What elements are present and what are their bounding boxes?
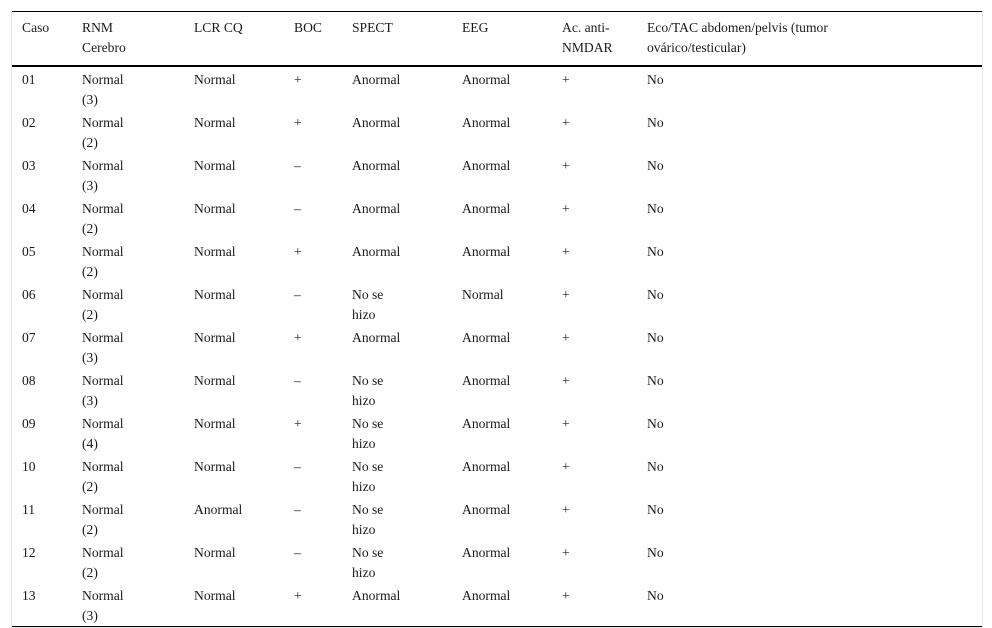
cell-caso-text: 13 — [22, 588, 36, 603]
cell-spect-text: Anormal — [352, 158, 401, 173]
cell-rnm-cerebro-text: (2) — [82, 264, 98, 279]
cell-eco-tac-text: No — [647, 201, 664, 216]
table-header-row — [12, 12, 982, 67]
cell-rnm-cerebro — [82, 411, 194, 454]
cell-caso-text: 03 — [22, 158, 36, 173]
cell-eeg — [462, 411, 562, 454]
cell-caso-text: 04 — [22, 201, 36, 216]
cell-boc-text: + — [294, 244, 302, 259]
cell-eco-tac-text: No — [647, 287, 664, 302]
header-caso-line: Caso — [22, 20, 50, 35]
cell-eeg-text: Anormal — [462, 330, 511, 345]
cell-eeg — [462, 325, 562, 368]
cell-rnm-cerebro-text: (2) — [82, 307, 98, 322]
cell-caso-text: 11 — [22, 502, 36, 517]
cell-boc — [294, 368, 352, 411]
cell-eeg-text: Anormal — [462, 545, 511, 560]
cell-ac-anti-nmdar-text: + — [562, 545, 570, 560]
cell-caso-text: 09 — [22, 416, 36, 431]
cell-ac-anti-nmdar-text: + — [562, 459, 570, 474]
cell-lcr-cq-text: Normal — [194, 158, 236, 173]
cell-lcr-cq-text: Normal — [194, 330, 236, 345]
cell-ac-anti-nmdar-text: + — [562, 502, 570, 517]
cell-lcr-cq — [194, 196, 294, 239]
cell-spect-text: No se — [352, 502, 384, 517]
cell-ac-anti-nmdar — [562, 583, 647, 627]
cell-eeg-text: Anormal — [462, 72, 511, 87]
cell-ac-anti-nmdar — [562, 196, 647, 239]
cell-lcr-cq-text: Normal — [194, 459, 236, 474]
cell-lcr-cq-text: Normal — [194, 115, 236, 130]
cell-spect — [352, 239, 462, 282]
cell-eco-tac-text: No — [647, 330, 664, 345]
cell-eco-tac — [647, 497, 982, 540]
cell-spect — [352, 368, 462, 411]
cell-rnm-cerebro-text: Normal — [82, 115, 124, 130]
cell-eeg — [462, 196, 562, 239]
table-row — [12, 110, 982, 153]
table-row — [12, 454, 982, 497]
cell-spect-text: Anormal — [352, 201, 401, 216]
cell-ac-anti-nmdar — [562, 454, 647, 497]
cell-eeg-text: Anormal — [462, 158, 511, 173]
cell-ac-anti-nmdar — [562, 239, 647, 282]
table-row — [12, 239, 982, 282]
cell-rnm-cerebro-text: Normal — [82, 459, 124, 474]
cell-boc-text: – — [294, 545, 301, 560]
cell-caso — [12, 497, 82, 540]
cell-eco-tac-text: No — [647, 373, 664, 388]
header-ac-anti-nmdar — [562, 12, 647, 67]
cell-rnm-cerebro-text: Normal — [82, 201, 124, 216]
cell-eeg — [462, 110, 562, 153]
cell-ac-anti-nmdar-text: + — [562, 201, 570, 216]
cell-boc — [294, 411, 352, 454]
cell-caso-text: 12 — [22, 545, 36, 560]
header-boc — [294, 12, 352, 67]
cell-eeg — [462, 153, 562, 196]
cell-ac-anti-nmdar-text: + — [562, 72, 570, 87]
cell-ac-anti-nmdar-text: + — [562, 588, 570, 603]
cell-rnm-cerebro-text: (2) — [82, 135, 98, 150]
cell-rnm-cerebro-text: Normal — [82, 416, 124, 431]
cell-spect-text: hizo — [352, 436, 376, 451]
cell-boc — [294, 282, 352, 325]
cell-ac-anti-nmdar-text: + — [562, 416, 570, 431]
cell-spect — [352, 454, 462, 497]
cell-ac-anti-nmdar — [562, 110, 647, 153]
cell-spect — [352, 411, 462, 454]
cell-rnm-cerebro-text: Normal — [82, 373, 124, 388]
cell-eco-tac — [647, 66, 982, 110]
cell-lcr-cq — [194, 583, 294, 627]
cell-lcr-cq-text: Anormal — [194, 502, 243, 517]
cell-ac-anti-nmdar-text: + — [562, 115, 570, 130]
cell-lcr-cq — [194, 66, 294, 110]
cell-eco-tac-text: No — [647, 244, 664, 259]
header-ac-anti-nmdar-line: Ac. anti- — [562, 20, 610, 35]
cell-rnm-cerebro-text: (3) — [82, 350, 98, 365]
cell-lcr-cq-text: Normal — [194, 244, 236, 259]
cell-boc-text: + — [294, 330, 302, 345]
cell-lcr-cq — [194, 368, 294, 411]
cell-rnm-cerebro — [82, 497, 194, 540]
cell-caso-text: 08 — [22, 373, 36, 388]
header-eeg — [462, 12, 562, 67]
cell-eco-tac-text: No — [647, 502, 664, 517]
cell-spect-text: Anormal — [352, 588, 401, 603]
cell-boc — [294, 110, 352, 153]
cell-eco-tac — [647, 196, 982, 239]
cell-spect-text: No se — [352, 545, 384, 560]
cell-rnm-cerebro-text: Normal — [82, 244, 124, 259]
cell-caso — [12, 196, 82, 239]
cell-eco-tac — [647, 454, 982, 497]
cell-eeg — [462, 239, 562, 282]
cell-spect-text: No se — [352, 416, 384, 431]
cell-boc-text: – — [294, 373, 301, 388]
cell-eeg — [462, 66, 562, 110]
cell-caso-text: 01 — [22, 72, 36, 87]
cell-rnm-cerebro-text: Normal — [82, 545, 124, 560]
table-row — [12, 153, 982, 196]
cell-eeg-text: Anormal — [462, 416, 511, 431]
header-ac-anti-nmdar-line: NMDAR — [562, 40, 613, 55]
cell-rnm-cerebro — [82, 66, 194, 110]
cell-spect-text: Anormal — [352, 115, 401, 130]
cell-ac-anti-nmdar — [562, 282, 647, 325]
table-body — [12, 66, 982, 627]
cell-rnm-cerebro-text: (3) — [82, 608, 98, 623]
cell-caso-text: 02 — [22, 115, 36, 130]
cell-rnm-cerebro-text: (2) — [82, 479, 98, 494]
cell-eeg-text: Anormal — [462, 588, 511, 603]
header-spect-line: SPECT — [352, 20, 393, 35]
cell-rnm-cerebro-text: (2) — [82, 221, 98, 236]
cell-spect-text: hizo — [352, 307, 376, 322]
cell-boc-text: – — [294, 287, 301, 302]
cell-lcr-cq — [194, 282, 294, 325]
cell-boc — [294, 540, 352, 583]
cell-boc-text: + — [294, 72, 302, 87]
cell-eco-tac — [647, 583, 982, 627]
cell-caso-text: 06 — [22, 287, 36, 302]
cell-rnm-cerebro — [82, 540, 194, 583]
cell-caso — [12, 411, 82, 454]
cell-eeg-text: Anormal — [462, 201, 511, 216]
cell-ac-anti-nmdar — [562, 325, 647, 368]
cell-spect-text: hizo — [352, 393, 376, 408]
table-row — [12, 411, 982, 454]
cell-lcr-cq-text: Normal — [194, 201, 236, 216]
cell-lcr-cq — [194, 153, 294, 196]
table-row — [12, 196, 982, 239]
cell-rnm-cerebro — [82, 153, 194, 196]
cell-boc — [294, 325, 352, 368]
table-row — [12, 540, 982, 583]
cell-spect — [352, 325, 462, 368]
cell-ac-anti-nmdar — [562, 368, 647, 411]
cell-rnm-cerebro — [82, 282, 194, 325]
cell-caso-text: 07 — [22, 330, 36, 345]
cell-eco-tac — [647, 368, 982, 411]
cell-ac-anti-nmdar-text: + — [562, 287, 570, 302]
cell-ac-anti-nmdar-text: + — [562, 244, 570, 259]
cell-caso — [12, 454, 82, 497]
cell-eeg — [462, 583, 562, 627]
cell-spect — [352, 497, 462, 540]
cell-eeg — [462, 497, 562, 540]
cell-boc-text: – — [294, 502, 301, 517]
cell-spect — [352, 282, 462, 325]
table-row — [12, 66, 982, 110]
header-rnm-cerebro-line: RNM — [82, 20, 113, 35]
cell-spect-text: hizo — [352, 522, 376, 537]
cell-caso — [12, 368, 82, 411]
results-table — [12, 11, 982, 627]
cell-spect-text: Anormal — [352, 72, 401, 87]
cell-ac-anti-nmdar — [562, 153, 647, 196]
cell-eeg — [462, 540, 562, 583]
cell-rnm-cerebro — [82, 583, 194, 627]
cell-boc — [294, 497, 352, 540]
cell-boc-text: – — [294, 459, 301, 474]
header-eco-tac — [647, 12, 982, 67]
header-eco-tac-line: ovárico/testicular) — [647, 40, 746, 55]
cell-boc — [294, 454, 352, 497]
cell-rnm-cerebro — [82, 110, 194, 153]
cell-eco-tac-text: No — [647, 545, 664, 560]
cell-rnm-cerebro-text: Normal — [82, 330, 124, 345]
cell-ac-anti-nmdar — [562, 66, 647, 110]
cell-eco-tac-text: No — [647, 459, 664, 474]
cell-rnm-cerebro-text: Normal — [82, 158, 124, 173]
cell-caso-text: 05 — [22, 244, 36, 259]
cell-spect-text: No se — [352, 459, 384, 474]
cell-rnm-cerebro-text: Normal — [82, 72, 124, 87]
cell-eco-tac-text: No — [647, 158, 664, 173]
cell-lcr-cq-text: Normal — [194, 545, 236, 560]
cell-eeg-text: Normal — [462, 287, 504, 302]
cell-caso — [12, 110, 82, 153]
cell-rnm-cerebro — [82, 454, 194, 497]
cell-rnm-cerebro-text: Normal — [82, 287, 124, 302]
cell-caso — [12, 583, 82, 627]
table-row — [12, 583, 982, 627]
cell-boc-text: + — [294, 115, 302, 130]
cell-lcr-cq — [194, 411, 294, 454]
header-caso — [12, 12, 82, 67]
cell-lcr-cq — [194, 110, 294, 153]
cell-spect — [352, 540, 462, 583]
cell-rnm-cerebro — [82, 325, 194, 368]
header-eco-tac-line: Eco/TAC abdomen/pelvis (tumor — [647, 20, 828, 35]
header-rnm-cerebro — [82, 12, 194, 67]
table-row — [12, 282, 982, 325]
cell-eco-tac — [647, 282, 982, 325]
cell-ac-anti-nmdar-text: + — [562, 373, 570, 388]
cell-boc — [294, 583, 352, 627]
cell-spect — [352, 153, 462, 196]
cell-lcr-cq-text: Normal — [194, 72, 236, 87]
cell-eeg-text: Anormal — [462, 373, 511, 388]
cell-rnm-cerebro-text: (2) — [82, 565, 98, 580]
cell-spect-text: Anormal — [352, 244, 401, 259]
cell-rnm-cerebro-text: Normal — [82, 588, 124, 603]
cell-lcr-cq-text: Normal — [194, 588, 236, 603]
cell-lcr-cq — [194, 325, 294, 368]
cell-boc-text: + — [294, 416, 302, 431]
cell-boc — [294, 196, 352, 239]
cell-lcr-cq-text: Normal — [194, 416, 236, 431]
cell-caso — [12, 66, 82, 110]
cell-eeg — [462, 454, 562, 497]
cell-caso — [12, 153, 82, 196]
cell-eco-tac — [647, 540, 982, 583]
results-table-container — [11, 11, 983, 628]
cell-eeg-text: Anormal — [462, 459, 511, 474]
cell-lcr-cq-text: Normal — [194, 373, 236, 388]
table-row — [12, 368, 982, 411]
cell-lcr-cq — [194, 239, 294, 282]
cell-eco-tac — [647, 411, 982, 454]
cell-eco-tac — [647, 110, 982, 153]
cell-rnm-cerebro-text: (3) — [82, 92, 98, 107]
cell-eeg — [462, 282, 562, 325]
cell-rnm-cerebro — [82, 239, 194, 282]
cell-eco-tac — [647, 153, 982, 196]
cell-spect — [352, 583, 462, 627]
header-eeg-line: EEG — [462, 20, 489, 35]
cell-eco-tac-text: No — [647, 416, 664, 431]
cell-spect-text: No se — [352, 373, 384, 388]
cell-spect-text: No se — [352, 287, 384, 302]
cell-boc — [294, 239, 352, 282]
cell-caso — [12, 239, 82, 282]
cell-eco-tac — [647, 239, 982, 282]
cell-lcr-cq-text: Normal — [194, 287, 236, 302]
cell-caso — [12, 282, 82, 325]
cell-boc — [294, 66, 352, 110]
header-rnm-cerebro-line: Cerebro — [82, 40, 126, 55]
header-lcr-cq — [194, 12, 294, 67]
cell-lcr-cq — [194, 454, 294, 497]
cell-spect — [352, 110, 462, 153]
cell-rnm-cerebro-text: Normal — [82, 502, 124, 517]
cell-eco-tac — [647, 325, 982, 368]
cell-eeg-text: Anormal — [462, 115, 511, 130]
cell-boc-text: – — [294, 158, 301, 173]
header-boc-line: BOC — [294, 20, 322, 35]
cell-eco-tac-text: No — [647, 588, 664, 603]
cell-caso — [12, 540, 82, 583]
cell-rnm-cerebro-text: (4) — [82, 436, 98, 451]
cell-lcr-cq — [194, 540, 294, 583]
cell-ac-anti-nmdar — [562, 497, 647, 540]
cell-caso — [12, 325, 82, 368]
header-lcr-cq-line: LCR CQ — [194, 20, 243, 35]
cell-caso-text: 10 — [22, 459, 36, 474]
cell-ac-anti-nmdar — [562, 411, 647, 454]
cell-spect-text: Anormal — [352, 330, 401, 345]
cell-eeg-text: Anormal — [462, 502, 511, 517]
table-row — [12, 497, 982, 540]
cell-rnm-cerebro-text: (2) — [82, 522, 98, 537]
cell-spect-text: hizo — [352, 479, 376, 494]
cell-rnm-cerebro — [82, 368, 194, 411]
cell-eeg — [462, 368, 562, 411]
cell-spect — [352, 66, 462, 110]
cell-ac-anti-nmdar — [562, 540, 647, 583]
cell-eco-tac-text: No — [647, 72, 664, 87]
table-row — [12, 325, 982, 368]
cell-ac-anti-nmdar-text: + — [562, 158, 570, 173]
cell-boc — [294, 153, 352, 196]
cell-eco-tac-text: No — [647, 115, 664, 130]
cell-ac-anti-nmdar-text: + — [562, 330, 570, 345]
cell-rnm-cerebro-text: (3) — [82, 393, 98, 408]
cell-lcr-cq — [194, 497, 294, 540]
cell-spect-text: hizo — [352, 565, 376, 580]
cell-rnm-cerebro — [82, 196, 194, 239]
cell-boc-text: + — [294, 588, 302, 603]
header-spect — [352, 12, 462, 67]
cell-boc-text: – — [294, 201, 301, 216]
cell-eeg-text: Anormal — [462, 244, 511, 259]
cell-rnm-cerebro-text: (3) — [82, 178, 98, 193]
cell-spect — [352, 196, 462, 239]
